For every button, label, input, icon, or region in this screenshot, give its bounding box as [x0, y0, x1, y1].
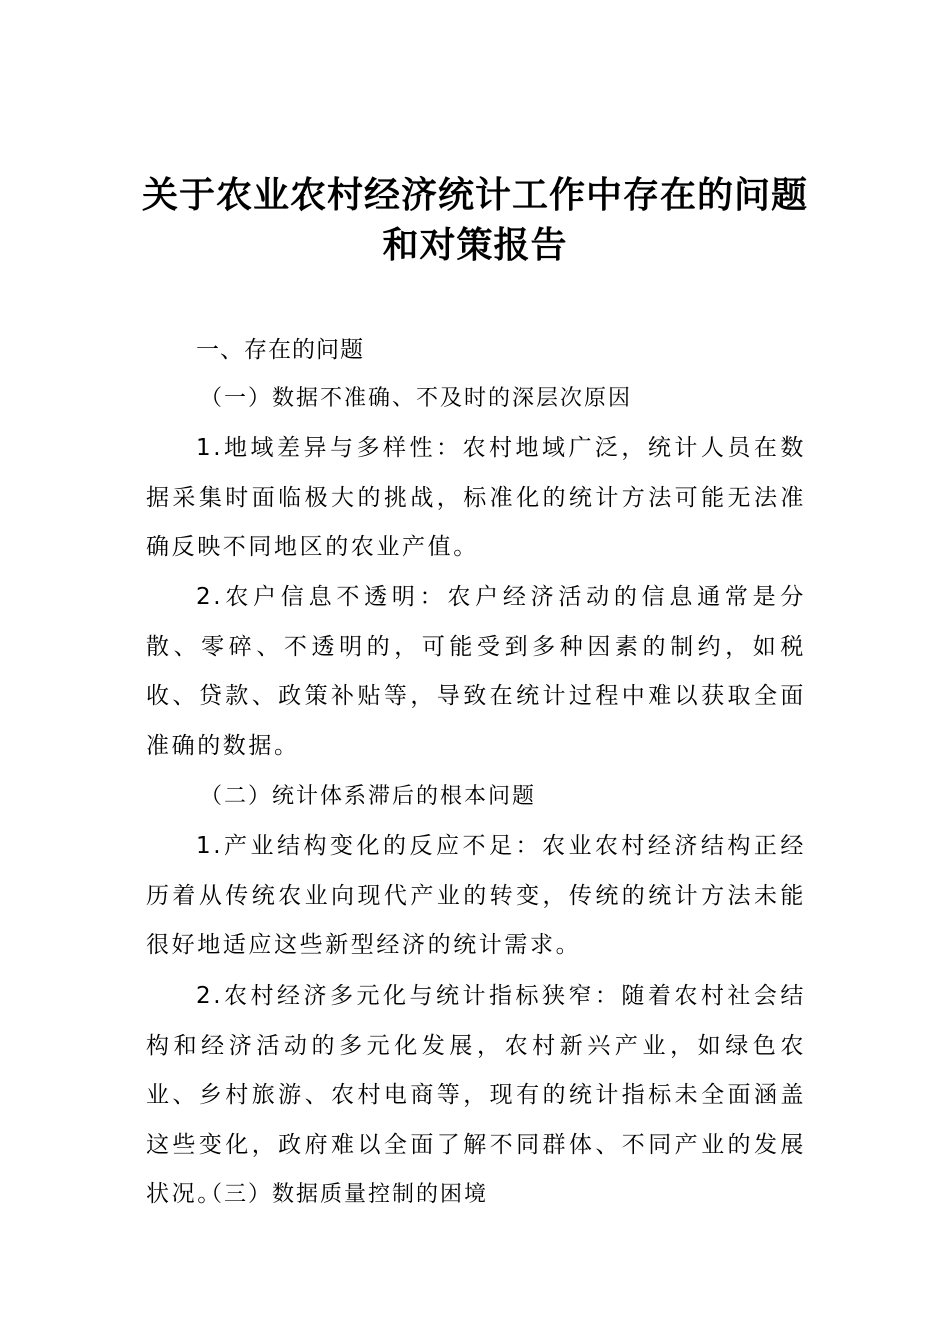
subsection-heading-3: （三）数据质量控制的困境: [200, 1182, 489, 1207]
paragraph-farmer-info-opacity: 2.农户信息不透明：农户经济活动的信息通常是分散、零碎、不透明的，可能受到多种因素的制约，如税收、贷款、政策补贴等，导致在统计过程中难以获取全面准确的数据。: [146, 584, 806, 759]
paragraph-economic-diversification: 2.农村经济多元化与统计指标狭窄：随着农村社会结构和经济活动的多元化发展，农村新兴产业，如绿色农业、乡村旅游、农村电商等，现有的统计指标未全面涵盖这些变化，政府难以全面了解不同群体、不同产业的发展状况。: [146, 983, 806, 1208]
paragraph-regional-diversity: 1.地域差异与多样性：农村地域广泛，统计人员在数据采集时面临极大的挑战，标准化的统计方法可能无法准确反映不同地区的农业产值。: [146, 435, 806, 561]
paragraph-industry-structure: 1.产业结构变化的反应不足：农业农村经济结构正经历着从传统农业向现代产业的转变，传统的统计方法未能很好地适应这些新型经济的统计需求。: [146, 833, 806, 959]
document-title-line-1: 关于农业农村经济统计工作中存在的问题: [141, 174, 808, 216]
subsection-heading-2: （二）统计体系滞后的根本问题: [200, 784, 537, 809]
document-title-line-2: 和对策报告: [382, 224, 568, 266]
section-heading-problems: 一、存在的问题: [196, 337, 364, 363]
subsection-heading-1: （一）数据不准确、不及时的深层次原因: [200, 386, 633, 411]
